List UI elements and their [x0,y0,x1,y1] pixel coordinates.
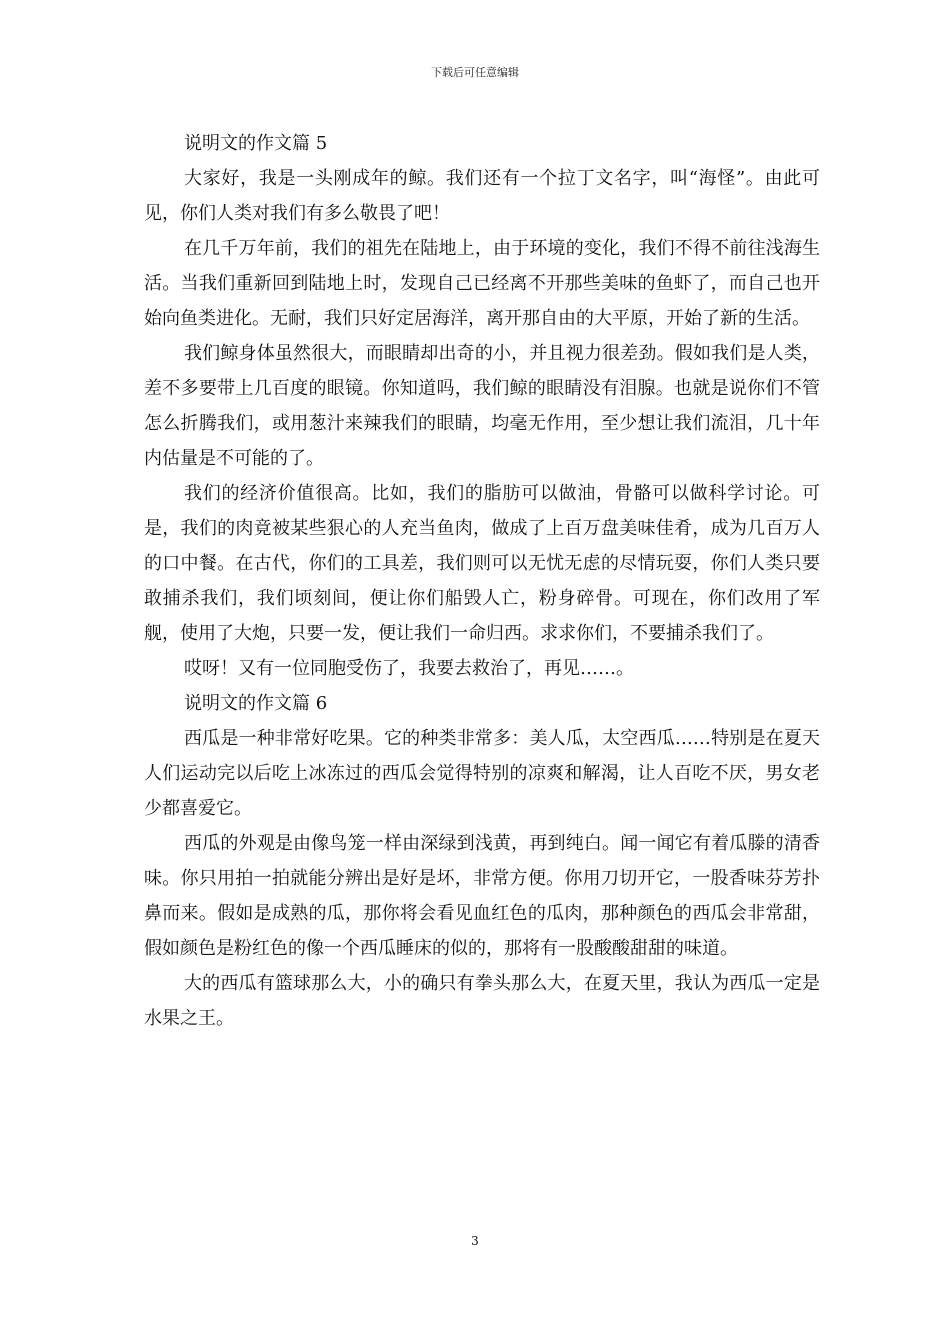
paragraph: 我们的经济价值很高。比如，我们的脂肪可以做油，骨骼可以做科学讨论。可是，我们的肉竟被某些狠心的人充当鱼肉，做成了上百万盘美味佳肴，成为几百万人的口中餐。在古代，你们的工具差，我们则可以无忧无虑的尽情玩耍，你们人类只要敢捕杀我们，我们顷刻间，便让你们船毁人亡，粉身碎骨。可现在，你们改用了军舰，使用了大炮，只要一发，便让我们一命归西。求求你们，不要捕杀我们了。 [144,483,820,644]
paragraph: 大的西瓜有篮球那么大，小的确只有拳头那么大，在夏天里，我认为西瓜一定是水果之王。 [144,973,820,1029]
section-title: 说明文的作文篇 6 [184,693,328,714]
paragraph: 大家好，我是一头刚成年的鲸。我们还有一个拉丁文名字，叫“海怪”。由此可见，你们人类对我们有多么敬畏了吧！ [144,168,820,224]
paragraph: 西瓜是一种非常好吃果。它的种类非常多：美人瓜，太空西瓜……特别是在夏天人们运动完以后吃上冰冻过的西瓜会觉得特别的凉爽和解渴，让人百吃不厌，男女老少都喜爱它。 [144,728,820,819]
page-number: 3 [471,1234,479,1248]
section-title: 说明文的作文篇 5 [184,133,328,154]
paragraph: 在几千万年前，我们的祖先在陆地上，由于环境的变化，我们不得不前往浅海生活。当我们重新回到陆地上时，发现自己已经离不开那些美味的鱼虾了，而自己也开始向鱼类进化。无耐，我们只好定居海洋，离开那自由的大平原，开始了新的生活。 [144,238,820,329]
page-header: 下载后可任意编辑 [431,66,519,79]
paragraph: 我们鲸身体虽然很大，而眼睛却出奇的小，并且视力很差劲。假如我们是人类，差不多要带上几百度的眼镜。你知道吗，我们鲸的眼睛没有泪腺。也就是说你们不管怎么折腾我们，或用葱汁来辣我们的眼睛，均毫无作用，至少想让我们流泪，几十年内估量是不可能的了。 [144,343,820,469]
paragraph: 哎呀！又有一位同胞受伤了，我要去救治了，再见……。 [184,658,634,679]
paragraph: 西瓜的外观是由像鸟笼一样由深绿到浅黄，再到纯白。闻一闻它有着瓜滕的清香味。你只用拍一拍就能分辨出是好是坏，非常方便。你用刀切开它，一股香味芬芳扑鼻而来。假如是成熟的瓜，那你将会看见血红色的瓜肉，那种颜色的西瓜会非常甜，假如颜色是粉红色的像一个西瓜睡床的似的，那将有一股酸酸甜甜的味道。 [144,833,820,959]
document-body [144,126,820,1036]
